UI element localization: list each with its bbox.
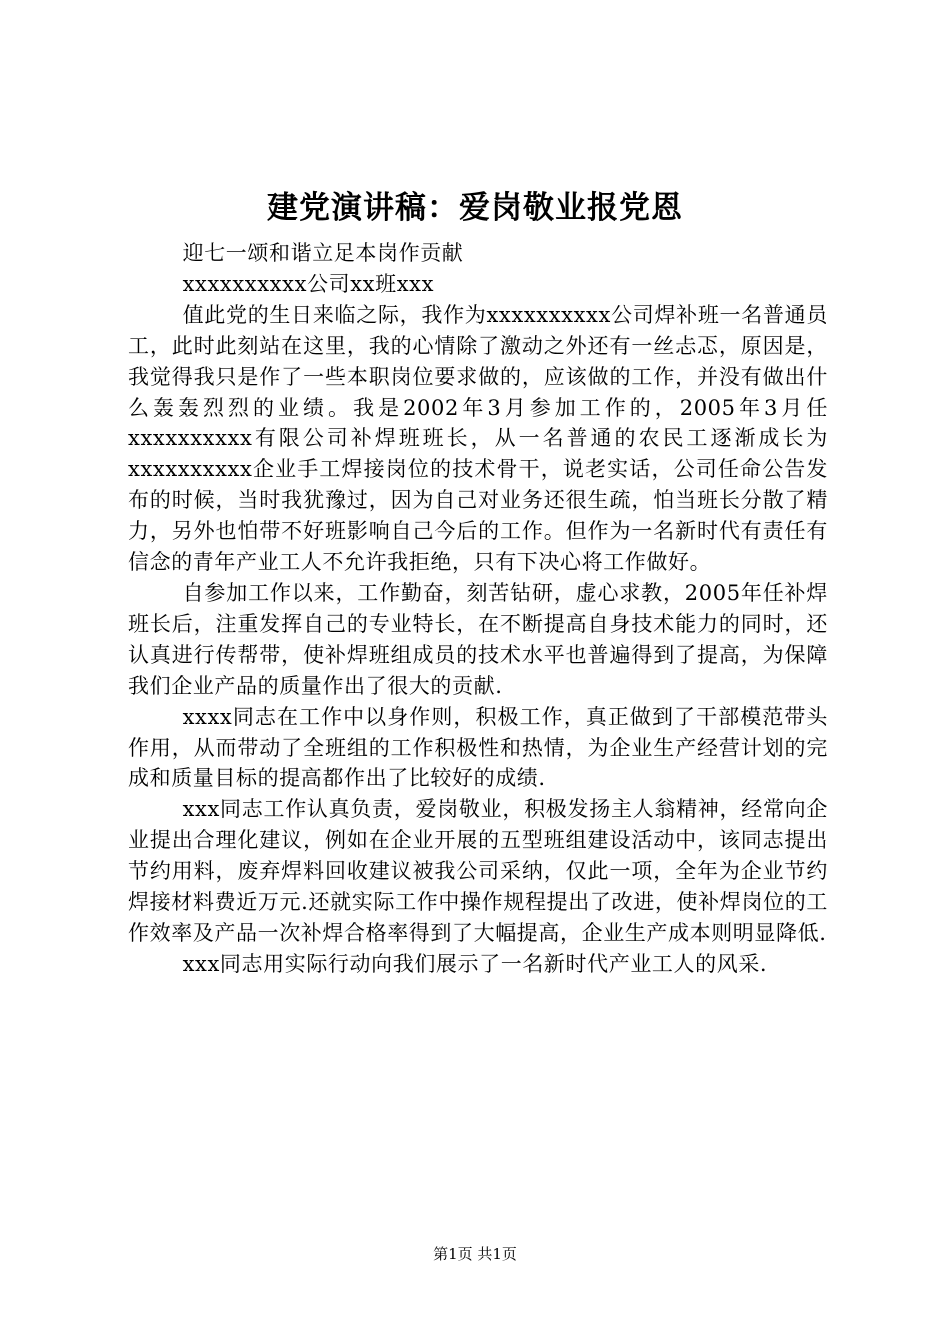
body-paragraph-5: xxx同志用实际行动向我们展示了一名新时代产业工人的风采.	[182, 951, 768, 976]
body-paragraph-3: xxxx同志在工作中以身作则，积极工作，真正做到了干部模范带头作用，从而带动了全班组的工作积极性和热情，为企业生产经营计划的完成和质量目标的提高都作出了比较好的成绩.	[128, 704, 828, 791]
document-subtitle: 迎七一颂和谐立足本岗作贡献	[182, 241, 464, 265]
body-paragraph-1: 值此党的生日来临之际，我作为xxxxxxxxxx公司焊补班一名普通员工，此时此刻站在这里，我的心情除了激动之外还有一丝忐忑，原因是，我觉得我只是作了一些本职岗位要求做的，应该做的工作，并没有做出什么轰轰烈烈的业绩。我是2002年3月参加工作的，2005年3月任xxxxxxxxxx有限公司补焊班班长，从一名普通的农民工逐渐成长为xxxxxxxxxx企业手工焊接岗位的技术骨干，说老实话，公司任命公告发布的时候，当时我犹豫过，因为自己对业务还很生疏，怕当班长分散了精力，另外也怕带不好班影响自己今后的工作。但作为一名新时代有责任有信念的青年产业工人不允许我拒绝，只有下决心将工作做好。	[128, 302, 828, 575]
body-paragraph-2: 自参加工作以来，工作勤奋，刻苦钻研，虚心求教，2005年任补焊班长后，注重发挥自己的专业特长，在不断提高自身技术能力的同时，还认真进行传帮带，使补焊班组成员的技术水平也普遍得到了提高，为保障我们企业产品的质量作出了很大的贡献.	[128, 580, 828, 698]
document-title: 建党演讲稿：爱岗敬业报党恩	[267, 190, 683, 226]
document-byline: xxxxxxxxxx公司xx班xxx	[182, 271, 435, 296]
document-body	[128, 238, 828, 980]
page-number-footer: 第1页 共1页	[433, 1245, 517, 1263]
body-paragraph-4: xxx同志工作认真负责，爱岗敬业，积极发扬主人翁精神，经常向企业提出合理化建议，例如在企业开展的五型班组建设活动中，该同志提出节约用料，废弃焊料回收建议被我公司采纳，仅此一项，全年为企业节约焊接材料费近万元.还就实际工作中操作规程提出了改进，使补焊岗位的工作效率及产品一次补焊合格率得到了大幅提高，企业生产成本则明显降低.	[128, 797, 828, 945]
